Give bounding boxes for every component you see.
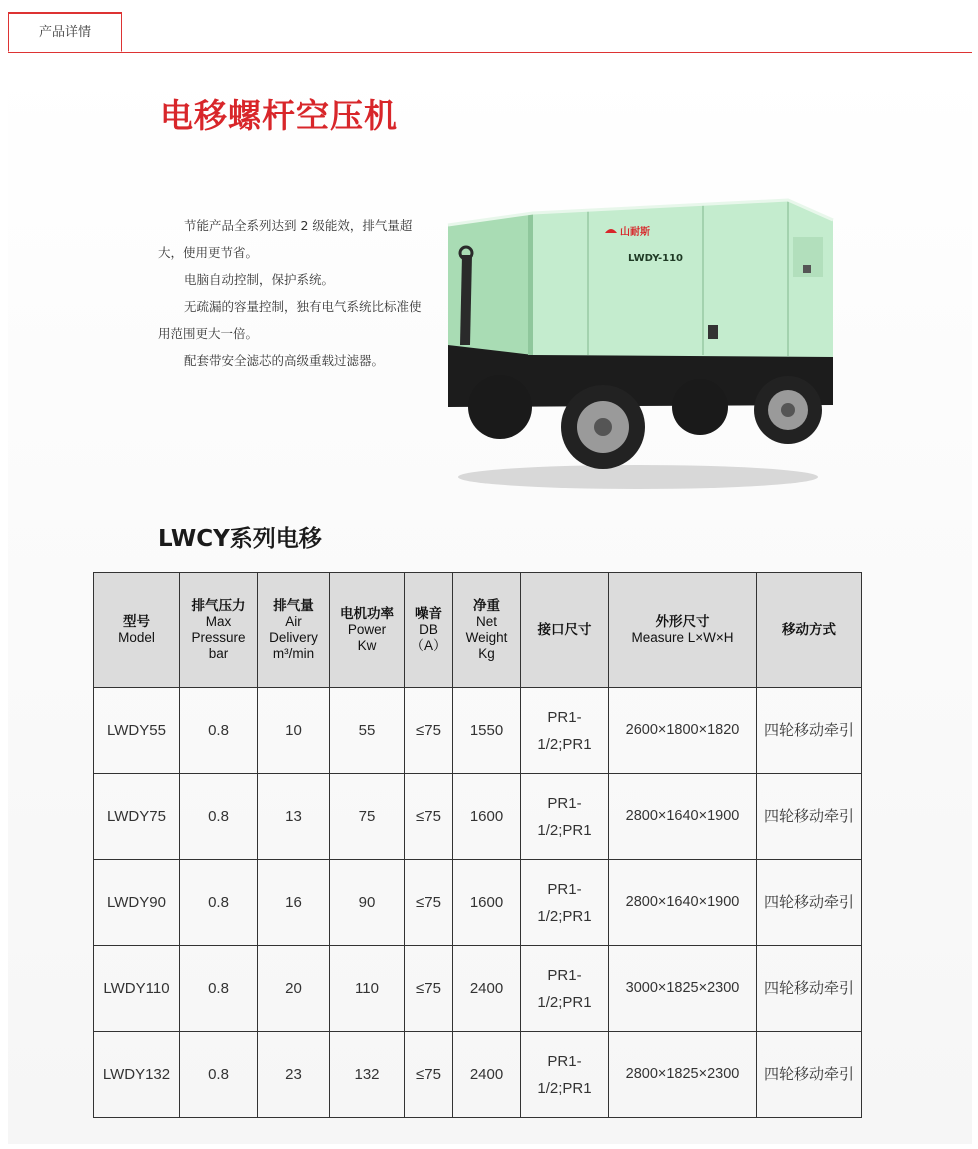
cell-model: LWDY75 [94,774,180,860]
cell-mobility: 四轮移动牵引 [757,860,862,946]
cell-connection: PR1- 1/2;PR1 [521,774,609,860]
cell-model: LWDY90 [94,860,180,946]
cell-air-delivery: 10 [258,688,330,774]
cell-noise: ≤75 [405,1032,453,1118]
cell-power: 75 [330,774,405,860]
header-dimensions: 外形尺寸 Measure L×W×H [609,573,757,688]
cell-power: 132 [330,1032,405,1118]
header-power: 电机功率 Power Kw [330,573,405,688]
cell-power: 55 [330,688,405,774]
cell-weight: 1600 [453,860,521,946]
header-connection-size: 接口尺寸 [521,573,609,688]
feature-list [158,212,428,374]
cell-mobility: 四轮移动牵引 [757,688,862,774]
cell-dimensions: 2800×1640×1900 [609,860,757,946]
table-row [94,1032,862,1118]
series-title: LWCY系列电移 [158,526,322,552]
header-noise: 噪音 DB （A） [405,573,453,688]
cell-connection: PR1- 1/2;PR1 [521,860,609,946]
cell-air-delivery: 13 [258,774,330,860]
cell-pressure: 0.8 [180,1032,258,1118]
cell-noise: ≤75 [405,774,453,860]
air-compressor-image [438,195,838,495]
header-net-weight: 净重 Net Weight Kg [453,573,521,688]
front-wheel [561,385,645,469]
cell-air-delivery: 23 [258,1032,330,1118]
cell-pressure: 0.8 [180,860,258,946]
cell-dimensions: 3000×1825×2300 [609,946,757,1032]
cell-noise: ≤75 [405,688,453,774]
tab-product-details[interactable]: 产品详情 [8,12,122,52]
feature-item: 配套带安全滤芯的高级重载过滤器。 [184,353,385,368]
cell-air-delivery: 20 [258,946,330,1032]
feature-item: 电脑自动控制，保护系统。 [184,272,335,287]
feature-item: 无疏漏的容量控制，独有电气系统比标准使用范围更大一倍。 [158,299,422,341]
header-air-delivery: 排气量 Air Delivery m³/min [258,573,330,688]
header-model: 型号 Model [94,573,180,688]
header-pressure: 排气压力 Max Pressure bar [180,573,258,688]
table-row [94,688,862,774]
cell-pressure: 0.8 [180,946,258,1032]
specification-table [93,572,862,1118]
product-brochure [8,62,972,1144]
cell-connection: PR1- 1/2;PR1 [521,1032,609,1118]
cell-model: LWDY55 [94,688,180,774]
cell-weight: 2400 [453,946,521,1032]
table-row [94,946,862,1032]
table-header-row [94,573,862,688]
cell-model: LWDY110 [94,946,180,1032]
table-row [94,860,862,946]
cell-mobility: 四轮移动牵引 [757,774,862,860]
product-title: 电移螺杆空压机 [160,96,398,135]
tab-bar [8,12,972,53]
cell-pressure: 0.8 [180,774,258,860]
cell-air-delivery: 16 [258,860,330,946]
cell-dimensions: 2800×1640×1900 [609,774,757,860]
header-mobility: 移动方式 [757,573,862,688]
rear-wheel [754,376,822,444]
cell-connection: PR1- 1/2;PR1 [521,688,609,774]
cell-connection: PR1- 1/2;PR1 [521,946,609,1032]
cell-mobility: 四轮移动牵引 [757,946,862,1032]
cell-dimensions: 2600×1800×1820 [609,688,757,774]
cell-mobility: 四轮移动牵引 [757,1032,862,1118]
brand-logo-text: 山耐斯 [620,227,650,238]
cell-model: LWDY132 [94,1032,180,1118]
cell-weight: 2400 [453,1032,521,1118]
cell-power: 110 [330,946,405,1032]
model-plate: LWDY-110 [628,253,683,264]
cell-noise: ≤75 [405,946,453,1032]
cell-weight: 1600 [453,774,521,860]
cell-pressure: 0.8 [180,688,258,774]
table-row [94,774,862,860]
cell-power: 90 [330,860,405,946]
cell-weight: 1550 [453,688,521,774]
cell-noise: ≤75 [405,860,453,946]
feature-item: 节能产品全系列达到 2 级能效，排气量超大，使用更节省。 [158,218,413,260]
cell-dimensions: 2800×1825×2300 [609,1032,757,1118]
